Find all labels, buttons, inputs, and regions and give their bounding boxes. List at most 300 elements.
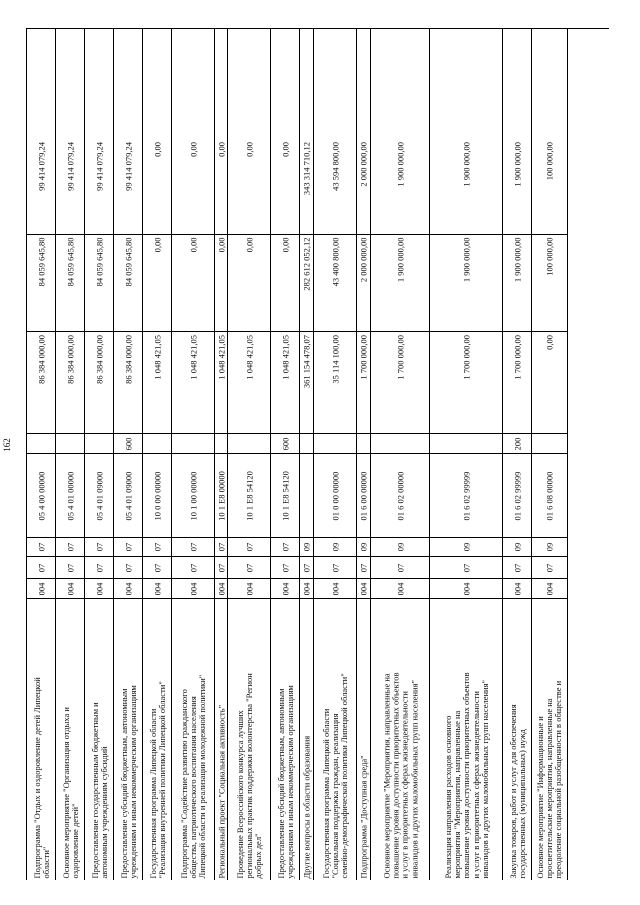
ministry-cell: [228, 579, 271, 599]
amount-1-value: 86 384 000,00: [93, 334, 104, 384]
section-value: 07: [64, 563, 75, 572]
subsection-value: 07: [279, 542, 290, 552]
section-value: 07: [187, 563, 198, 572]
amount-2-cell: [271, 235, 300, 332]
subsection-value: 09: [511, 542, 522, 552]
amount-3-cell: [430, 139, 503, 235]
row-name-line: Подпрограмма "Отдых и оздоровление детей Липецкой: [31, 676, 42, 878]
name-cell: [228, 599, 271, 880]
target-article-value: 05 4 01 00000: [64, 471, 75, 520]
ministry-cell: [371, 579, 430, 599]
row-name-line: Основное мероприятие "Организация отдыха и: [60, 706, 71, 878]
row-name: [322, 601, 350, 878]
amount-3-cell: [85, 139, 114, 235]
section-value: 07: [35, 563, 46, 572]
row-name-line: преодоление социальной разобщенности в обществе и: [553, 680, 564, 878]
section-cell: [27, 557, 56, 579]
amount-1-value: 86 384 000,00: [64, 334, 75, 384]
expense-type-cell: [114, 434, 143, 454]
row-name-line: Предоставление государственным бюджетным и: [89, 701, 100, 878]
amount-2-value: 0,00: [243, 237, 254, 253]
subsection-cell: [215, 538, 228, 557]
name-cell: [271, 599, 300, 880]
expense-type-cell: [143, 434, 172, 454]
row-name: [32, 601, 50, 878]
subsection-value: 09: [301, 542, 312, 552]
amount-1-value: 361 154 478,07: [301, 334, 312, 388]
target-article-cell: [300, 454, 314, 538]
amount-1-value: 0,00: [544, 334, 555, 350]
name-cell: [114, 599, 143, 880]
target-article-cell: [143, 454, 172, 538]
amount-1-value: 1 048 421,05: [279, 334, 290, 380]
name-cell: [143, 599, 172, 880]
amount-1-cell: [503, 332, 532, 434]
row-name-line: Проведение Всероссийского конкурса лучших: [234, 709, 245, 878]
table-row: [503, 29, 532, 880]
section-cell: [85, 557, 114, 579]
row-name: [276, 601, 294, 878]
row-name: [148, 601, 166, 878]
row-name-line: Предоставление субсидий бюджетным, автономным: [275, 688, 286, 878]
target-article-value: 10 1 E8 00000: [215, 470, 226, 521]
section-value: 07: [511, 563, 522, 572]
subsection-cell: [228, 538, 271, 557]
row-name-line: Липецкой области и реализации молодежной политики": [197, 674, 208, 878]
expense-type-cell: [85, 434, 114, 454]
target-article-cell: [85, 454, 114, 538]
subsection-cell: [114, 538, 143, 557]
amount-3-value: 0,00: [151, 141, 162, 157]
name-cell: [56, 599, 85, 880]
section-value: 07: [544, 563, 555, 572]
target-article-cell: [357, 454, 371, 538]
name-cell: [314, 599, 357, 880]
target-article-cell: [215, 454, 228, 538]
name-cell: [215, 599, 228, 880]
section-value: 07: [243, 563, 254, 572]
target-article-value: 10 1 00 00000: [187, 471, 198, 520]
amount-2-value: 0,00: [151, 237, 162, 253]
section-cell: [532, 557, 568, 579]
amount-3-cell: [215, 139, 228, 235]
table-row: [532, 29, 568, 880]
target-article-cell: [430, 454, 503, 538]
expense-type-cell: [27, 434, 56, 454]
row-name-line: повышение уровня доступности приоритетных объектов: [390, 672, 401, 878]
ministry-cell: [314, 579, 357, 599]
row-name: [536, 601, 564, 878]
expense-type-cell: [371, 434, 430, 454]
row-name-line: Реализация направления расходов основного: [442, 715, 453, 878]
amount-3-cell: [357, 139, 371, 235]
amount-1-cell: [85, 332, 114, 434]
target-article-value: 01 6 02 99999: [511, 471, 522, 520]
amount-1-cell: [532, 332, 568, 434]
amount-2-value: 43 400 800,00: [329, 237, 340, 287]
subsection-cell: [143, 538, 172, 557]
ministry-value: 004: [187, 582, 198, 595]
name-cell: [371, 599, 430, 880]
row-name-line: государственных (муниципальных) нужд: [516, 728, 527, 878]
table-row: [357, 29, 371, 880]
ministry-cell: [300, 579, 314, 599]
table-row: [430, 29, 503, 880]
name-cell: [430, 599, 503, 880]
amount-2-cell: [27, 235, 56, 332]
section-value: 07: [215, 563, 226, 572]
amount-3-value: 343 314 710,12: [301, 141, 312, 195]
amount-3-cell: [27, 139, 56, 235]
row-name-line: и услуг в приоритетных сферах жизнедеятельности: [399, 690, 410, 878]
amount-2-value: 84 059 645,80: [64, 237, 75, 287]
expense-type-cell: [503, 434, 532, 454]
ministry-cell: [430, 579, 503, 599]
amount-2-value: 0,00: [187, 237, 198, 253]
target-article-value: 10 0 00 00000: [151, 471, 162, 520]
amount-2-value: 2 000 000,00: [358, 237, 369, 283]
expense-type-cell: [215, 434, 228, 454]
page-number-text: 162: [1, 438, 12, 452]
ministry-value: 004: [279, 582, 290, 595]
row-name-line: и услуг в приоритетных сферах жизнедеятельности: [470, 690, 481, 878]
amount-3-cell: [114, 139, 143, 235]
expense-type-cell: [357, 434, 371, 454]
name-cell: [27, 599, 56, 880]
amount-2-value: 0,00: [279, 237, 290, 253]
section-value: 07: [358, 563, 369, 572]
ministry-cell: [271, 579, 300, 599]
row-name: [217, 601, 226, 878]
amount-3-value: 99 414 079,24: [35, 141, 46, 191]
section-value: 07: [394, 563, 405, 572]
amount-3-cell: [371, 139, 430, 235]
ministry-cell: [532, 579, 568, 599]
ministry-value: 004: [394, 582, 405, 595]
amount-2-cell: [85, 235, 114, 332]
amount-3-cell: [532, 139, 568, 235]
amount-3-value: 0,00: [187, 141, 198, 157]
row-name-line: учреждениям и иным некоммерческим организациям: [284, 684, 295, 878]
target-article-cell: [27, 454, 56, 538]
subsection-cell: [314, 538, 357, 557]
ministry-cell: [357, 579, 371, 599]
ministry-cell: [503, 579, 532, 599]
amount-1-value: 35 114 100,00: [329, 334, 340, 384]
amount-1-cell: [172, 332, 215, 434]
name-cell: [300, 599, 314, 880]
expense-type-cell: [532, 434, 568, 454]
amount-1-value: 86 384 000,00: [35, 334, 46, 384]
amount-3-value: 99 414 079,24: [93, 141, 104, 191]
row-name-line: повышение уровня доступности приоритетных объектов: [460, 672, 471, 878]
amount-3-cell: [503, 139, 532, 235]
amount-2-cell: [143, 235, 172, 332]
ministry-cell: [143, 579, 172, 599]
target-article-cell: [532, 454, 568, 538]
ministry-value: 004: [460, 582, 471, 595]
amount-1-value: 1 700 000,00: [460, 334, 471, 380]
expense-type-value: 200: [511, 437, 522, 450]
target-article-value: 01 6 02 00000: [394, 471, 405, 520]
amount-1-cell: [314, 332, 357, 434]
ministry-cell: [215, 579, 228, 599]
target-article-value: 05 4 01 09000: [93, 471, 104, 520]
section-cell: [271, 557, 300, 579]
row-name-line: инвалидов и других маломобильных групп населения": [408, 679, 419, 878]
amount-3-cell: [172, 139, 215, 235]
amount-2-cell: [300, 235, 314, 332]
amount-1-cell: [114, 332, 143, 434]
section-cell: [357, 557, 371, 579]
amount-3-cell: [56, 139, 85, 235]
section-cell: [143, 557, 172, 579]
amount-3-value: 99 414 079,24: [122, 141, 133, 191]
amount-1-cell: [271, 332, 300, 434]
amount-1-cell: [357, 332, 371, 434]
amount-1-value: 1 048 421,05: [151, 334, 162, 380]
target-article-cell: [114, 454, 143, 538]
subsection-value: 09: [394, 542, 405, 552]
amount-3-cell: [143, 139, 172, 235]
amount-1-value: 1 048 421,05: [243, 334, 254, 380]
ministry-value: 004: [301, 582, 312, 595]
amount-1-cell: [56, 332, 85, 434]
row-name: [119, 601, 137, 878]
subsection-value: 07: [215, 542, 226, 552]
target-article-cell: [172, 454, 215, 538]
amount-1-cell: [430, 332, 503, 434]
expense-type-value: 600: [279, 437, 290, 450]
row-name-line: Закупка товаров, работ и услуг для обеспечения: [507, 703, 518, 878]
amount-3-cell: [300, 139, 314, 235]
section-cell: [114, 557, 143, 579]
amount-3-value: 1 900 000,00: [394, 141, 405, 187]
table-row: [56, 29, 85, 880]
row-name-line: региональных практик поддержки волонтерства "Регион: [243, 672, 254, 878]
target-article-value: 10 1 E8 54120: [279, 470, 290, 521]
expense-type-cell: [56, 434, 85, 454]
name-cell: [85, 599, 114, 880]
amount-3-value: 99 414 079,24: [64, 141, 75, 191]
row-name-line: Государственная программа Липецкой области: [147, 708, 158, 878]
section-value: 07: [151, 563, 162, 572]
subsection-cell: [503, 538, 532, 557]
row-name-line: инвалидов и других маломобильных групп населения": [479, 679, 490, 878]
amount-2-cell: [430, 235, 503, 332]
row-name: [302, 601, 311, 878]
table-row: [143, 29, 172, 880]
amount-1-cell: [27, 332, 56, 434]
section-value: 07: [122, 563, 133, 572]
amount-3-value: 0,00: [279, 141, 290, 157]
ministry-value: 004: [358, 582, 369, 595]
amount-1-cell: [228, 332, 271, 434]
amount-1-cell: [371, 332, 430, 434]
amount-2-value: 1 900 000,00: [394, 237, 405, 283]
table-row: [228, 29, 271, 880]
ministry-value: 004: [544, 582, 555, 595]
amount-1-value: 86 384 000,00: [122, 334, 133, 384]
subsection-value: 09: [358, 542, 369, 552]
amount-2-value: 282 612 052,12: [301, 237, 312, 291]
expense-type-cell: [300, 434, 314, 454]
target-article-value: 01 6 00 00000: [358, 471, 369, 520]
ministry-cell: [27, 579, 56, 599]
subsection-cell: [532, 538, 568, 557]
ministry-cell: [172, 579, 215, 599]
row-name-line: "Реализация внутренней политики Липецкой области": [156, 680, 167, 878]
subsection-value: 07: [35, 542, 46, 552]
table-row: [27, 29, 56, 880]
amount-1-cell: [215, 332, 228, 434]
table-row: [271, 29, 300, 880]
row-name-line: семейно-демографической политики Липецкой области": [339, 672, 350, 878]
name-cell: [532, 599, 568, 880]
amount-2-cell: [371, 235, 430, 332]
row-name-line: "Социальная поддержка граждан, реализация: [329, 713, 340, 878]
row-name-line: просветительские мероприятия, направленные на: [544, 697, 555, 878]
target-article-value: 01 6 08 00000: [544, 471, 555, 520]
table-row: [371, 29, 430, 880]
target-article-cell: [371, 454, 430, 538]
row-name-line: Основное мероприятие "Информационные и: [535, 715, 546, 878]
amount-2-value: 1 900 000,00: [511, 237, 522, 283]
name-cell: [357, 599, 371, 880]
expense-type-cell: [228, 434, 271, 454]
row-name-line: оздоровление детей": [69, 802, 80, 878]
row-name-line: Основное мероприятие "Мероприятия, направленные на: [381, 672, 392, 878]
row-name: [61, 601, 79, 878]
amount-2-cell: [56, 235, 85, 332]
row-name-line: автономным учреждениям субсидий: [98, 745, 109, 878]
section-cell: [300, 557, 314, 579]
amount-2-value: 100 000,00: [544, 237, 555, 276]
expense-type-cell: [172, 434, 215, 454]
section-value: 07: [329, 563, 340, 572]
amount-3-value: 100 000,00: [544, 141, 555, 180]
amount-3-value: 1 900 000,00: [460, 141, 471, 187]
row-name-line: Региональный проект "Социальная активность": [215, 704, 226, 878]
table-row: [215, 29, 228, 880]
ministry-value: 004: [122, 582, 133, 595]
subsection-cell: [56, 538, 85, 557]
table-row: [85, 29, 114, 880]
amount-3-value: 43 594 800,00: [329, 141, 340, 191]
table-row: [114, 29, 143, 880]
row-name-line: мероприятия "Мероприятия, направленные на: [451, 710, 462, 878]
page-number: [0, 440, 12, 450]
amount-2-cell: [228, 235, 271, 332]
row-name: [359, 601, 368, 878]
section-cell: [56, 557, 85, 579]
target-article-value: 01 0 00 00000: [329, 471, 340, 520]
section-cell: [215, 557, 228, 579]
subsection-value: 07: [187, 542, 198, 552]
row-name-line: учреждениям и иным некоммерческим организациям: [127, 684, 138, 878]
subsection-value: 07: [64, 542, 75, 552]
section-cell: [371, 557, 430, 579]
target-article-cell: [271, 454, 300, 538]
ministry-value: 004: [329, 582, 340, 595]
subsection-value: 07: [122, 542, 133, 552]
amount-3-cell: [271, 139, 300, 235]
amount-1-value: 1 700 000,00: [511, 334, 522, 380]
expense-type-value: 600: [122, 437, 133, 450]
subsection-cell: [371, 538, 430, 557]
row-name: [236, 601, 264, 878]
subsection-value: 07: [243, 542, 254, 552]
target-article-value: 01 6 02 99999: [460, 471, 471, 520]
table-row: [314, 29, 357, 880]
amount-1-cell: [143, 332, 172, 434]
row-name-line: Государственная программа Липецкой области: [320, 708, 331, 878]
row-name-line: Подпрограмма "Содействие развитию гражданского: [178, 688, 189, 878]
amount-2-cell: [172, 235, 215, 332]
row-name: [444, 601, 490, 878]
target-article-cell: [56, 454, 85, 538]
amount-2-cell: [357, 235, 371, 332]
amount-3-value: 0,00: [243, 141, 254, 157]
amount-3-cell: [228, 139, 271, 235]
ministry-value: 004: [511, 582, 522, 595]
expense-type-cell: [314, 434, 357, 454]
section-cell: [430, 557, 503, 579]
amount-3-value: 1 900 000,00: [511, 141, 522, 187]
subsection-cell: [271, 538, 300, 557]
ministry-cell: [56, 579, 85, 599]
row-name-line: области": [40, 846, 51, 878]
ministry-value: 004: [243, 582, 254, 595]
amount-1-cell: [300, 332, 314, 434]
ministry-value: 004: [35, 582, 46, 595]
subsection-cell: [172, 538, 215, 557]
subsection-cell: [357, 538, 371, 557]
table-row: [300, 29, 314, 880]
amount-3-value: 2 000 000,00: [358, 141, 369, 187]
subsection-cell: [85, 538, 114, 557]
amount-3-cell: [314, 139, 357, 235]
target-article-cell: [314, 454, 357, 538]
target-article-value: 05 4 01 09000: [122, 471, 133, 520]
amount-1-value: 1 048 421,05: [215, 334, 226, 380]
expense-type-cell: [271, 434, 300, 454]
ministry-value: 004: [151, 582, 162, 595]
ministry-cell: [114, 579, 143, 599]
table-row: [172, 29, 215, 880]
section-value: 07: [460, 563, 471, 572]
target-article-value: 10 1 E8 54120: [243, 470, 254, 521]
subsection-value: 09: [329, 542, 340, 552]
subsection-cell: [300, 538, 314, 557]
amount-2-value: 0,00: [215, 237, 226, 253]
subsection-cell: [430, 538, 503, 557]
row-name-line: Предоставление субсидий бюджетным, автономным: [118, 688, 129, 878]
row-name: [180, 601, 208, 878]
amount-2-cell: [114, 235, 143, 332]
target-article-cell: [503, 454, 532, 538]
section-cell: [503, 557, 532, 579]
amount-1-value: 1 048 421,05: [187, 334, 198, 380]
name-cell: [172, 599, 215, 880]
ministry-value: 004: [64, 582, 75, 595]
ministry-value: 004: [93, 582, 104, 595]
row-name-line: Другие вопросы в области образования: [301, 735, 312, 878]
amount-2-value: 84 059 645,80: [122, 237, 133, 287]
amount-2-value: 1 900 000,00: [460, 237, 471, 283]
amount-1-value: 1 700 000,00: [394, 334, 405, 380]
amount-2-cell: [503, 235, 532, 332]
